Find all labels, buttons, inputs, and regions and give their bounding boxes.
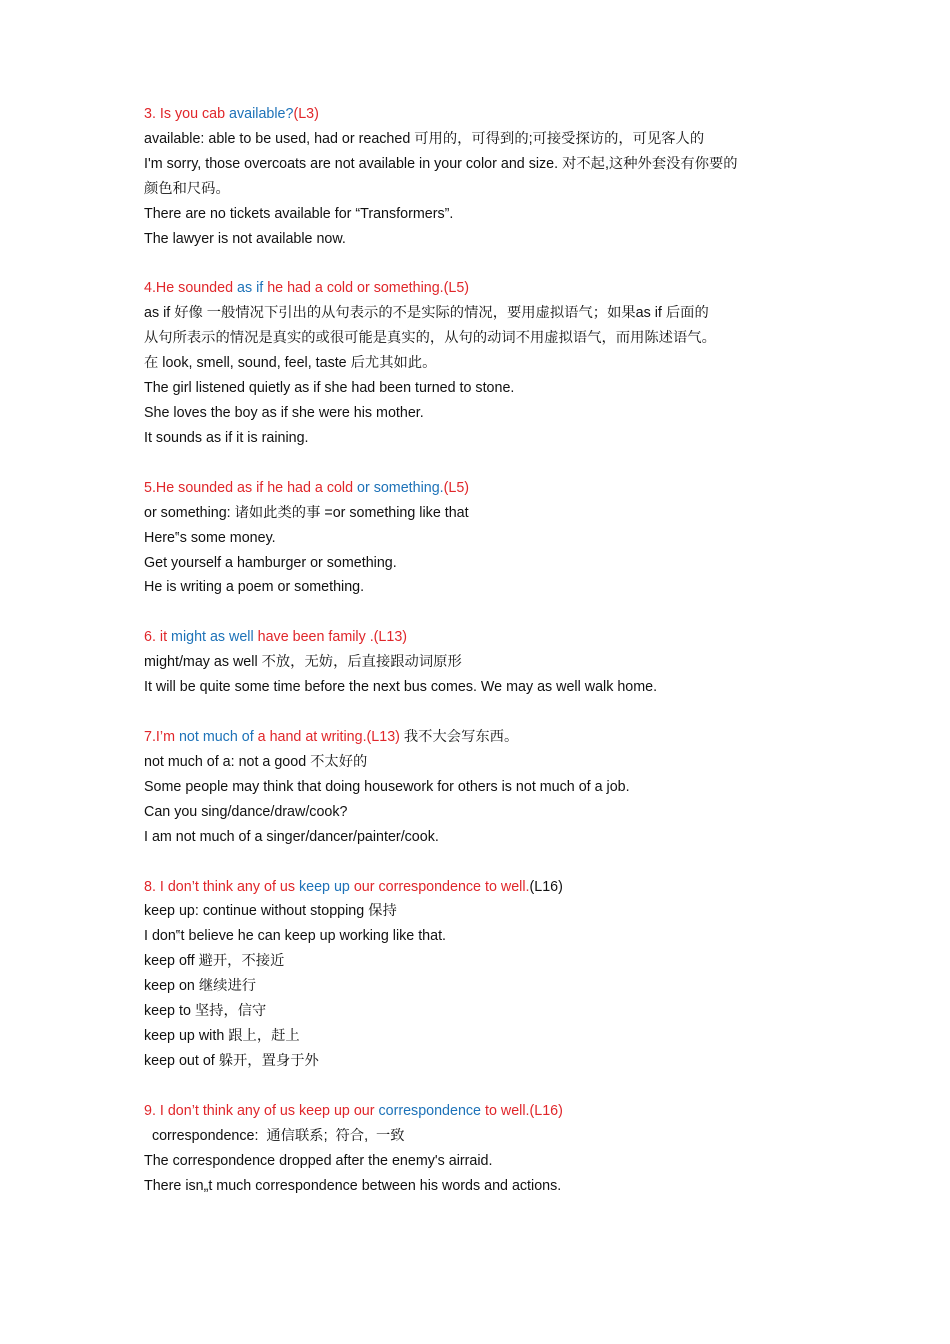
heading-text: 6. it	[144, 629, 172, 646]
heading-text: a hand at writing.(L13)	[257, 729, 404, 746]
heading-text: 7.I’m	[144, 729, 179, 746]
definition-line: keep up: continue without stopping 保持	[144, 903, 397, 920]
section-heading	[144, 102, 834, 127]
heading-text: 4.He sounded	[144, 280, 237, 297]
definition-line: correspondence: 通信联系; 符合, 一致	[144, 1127, 405, 1144]
heading-text: he had a cold or something.(L5)	[267, 280, 470, 297]
example-line: There isn„t much correspondence between his words and actions.	[144, 1177, 562, 1194]
heading-text: our correspondence to well.	[353, 878, 530, 895]
definition-line: might/may as well 不放，无妨，后直接跟动词原形	[144, 654, 462, 671]
example-line: 颜色和尺码。	[144, 180, 230, 197]
example-line: The lawyer is not available now.	[144, 230, 346, 247]
example-line: I am not much of a singer/dancer/painter/cook.	[144, 828, 439, 845]
heading-text: to well.(L16)	[484, 1102, 563, 1119]
heading-text: 8. I don’t think any of us	[144, 878, 299, 895]
note-section-5	[144, 476, 834, 601]
section-heading	[144, 725, 834, 750]
example-line: Here‟s some money.	[144, 529, 276, 546]
phrase-line: keep off 避开，不接近	[144, 953, 285, 970]
heading-keyword: keep up	[298, 878, 354, 895]
heading-text: 5.He sounded as if he had a cold	[144, 479, 358, 496]
example-line: He is writing a poem or something.	[144, 579, 365, 596]
phrase-line: keep out of 躲开，置身于外	[144, 1052, 319, 1069]
example-line: The girl listened quietly as if she had been turned to stone.	[144, 380, 515, 397]
note-section-9	[144, 1099, 834, 1199]
example-line: She loves the boy as if she were his mother.	[144, 404, 424, 421]
note-section-4	[144, 276, 834, 450]
heading-keyword: available?	[229, 106, 294, 122]
example-line: It sounds as if it is raining.	[144, 429, 309, 446]
heading-keyword: not much of	[178, 729, 258, 746]
section-heading	[144, 625, 834, 650]
example-line: Get yourself a hamburger or something.	[144, 554, 397, 571]
heading-translation: 我不大会写东西。	[403, 729, 519, 746]
heading-text: have been family .(L13)	[257, 629, 408, 646]
note-section-6	[144, 625, 834, 700]
definition-line: available: able to be used, had or reached 可用的，可得到的;可接受探访的，可见客人的	[144, 130, 705, 147]
heading-lesson-ref: (L3)	[293, 106, 319, 122]
heading-keyword: might as well	[171, 629, 258, 646]
heading-text: 3. Is you cab	[144, 106, 230, 122]
example-line: The correspondence dropped after the enemy's airraid.	[144, 1152, 493, 1169]
example-line: There are no tickets available for “Transformers”.	[144, 205, 454, 222]
example-line: I'm sorry, those overcoats are not available in your color and size. 对不起,这种外套没有你要的	[144, 155, 738, 172]
heading-keyword: or something.	[357, 479, 444, 496]
example-line: Can you sing/dance/draw/cook?	[144, 803, 348, 820]
definition-line: 在 look, smell, sound, feel, taste 后尤其如此。	[144, 355, 437, 372]
heading-keyword: as if	[237, 280, 268, 297]
definition-line: as if 好像 一般情况下引出的从句表示的不是实际的情况，要用虚拟语气；如果as if 后面的	[144, 305, 709, 322]
phrase-line: keep to 坚持，信守	[144, 1003, 267, 1020]
section-heading	[144, 476, 834, 501]
note-section-8	[144, 875, 834, 1074]
example-line: I don‟t believe he can keep up working like that.	[144, 928, 447, 945]
note-section-7	[144, 725, 834, 850]
heading-text: 9. I don’t think any of us keep up our	[144, 1102, 379, 1119]
heading-lesson-ref: (L16)	[529, 878, 563, 895]
definition-line: or something: 诸如此类的事 =or something like that	[144, 504, 469, 521]
definition-line: not much of a: not a good 不太好的	[144, 753, 368, 770]
section-heading	[144, 875, 834, 900]
section-heading	[144, 1099, 834, 1124]
example-line: Some people may think that doing housework for others is not much of a job.	[144, 778, 630, 795]
section-heading	[144, 276, 834, 301]
heading-lesson-ref: (L5)	[443, 479, 470, 496]
note-section-3	[144, 102, 834, 251]
document-page	[144, 102, 834, 1223]
phrase-line: keep on 继续进行	[144, 978, 257, 995]
heading-keyword: correspondence	[378, 1102, 485, 1119]
example-line: It will be quite some time before the next bus comes. We may as well walk home.	[144, 679, 658, 696]
phrase-line: keep up with 跟上，赶上	[144, 1028, 300, 1044]
definition-line: 从句所表示的情况是真实的或很可能是真实的，从句的动词不用虚拟语气，而用陈述语气。	[144, 330, 716, 347]
